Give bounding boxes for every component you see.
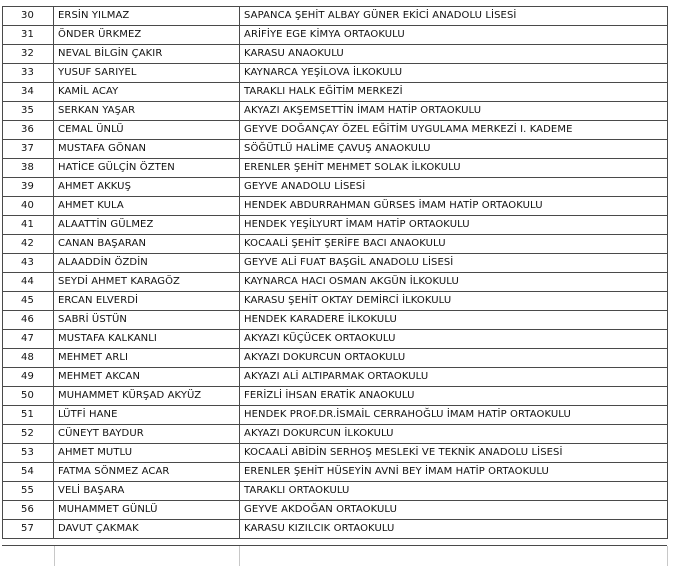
row-number-cell[interactable]: 53 xyxy=(3,444,54,463)
row-number-cell[interactable]: 44 xyxy=(3,273,54,292)
row-number-cell[interactable]: 48 xyxy=(3,349,54,368)
school-name-cell[interactable]: ARİFİYE EGE KİMYA ORTAOKULU xyxy=(240,26,668,45)
row-number-cell[interactable]: 40 xyxy=(3,197,54,216)
row-number-cell[interactable]: 30 xyxy=(3,7,54,26)
row-number-cell[interactable]: 36 xyxy=(3,121,54,140)
table-row xyxy=(3,368,668,387)
school-name-cell[interactable]: GEYVE ANADOLU LİSESİ xyxy=(240,178,668,197)
teacher-name-cell[interactable]: ERCAN ELVERDİ xyxy=(54,292,240,311)
row-number-cell[interactable]: 57 xyxy=(3,520,54,539)
table-row xyxy=(3,178,668,197)
row-number-cell[interactable]: 46 xyxy=(3,311,54,330)
school-name-cell[interactable]: AKYAZI ALİ ALTIPARMAK ORTAOKULU xyxy=(240,368,668,387)
table-row xyxy=(3,254,668,273)
teacher-name-cell[interactable]: VELİ BAŞARA xyxy=(54,482,240,501)
table-row xyxy=(3,463,668,482)
table-row xyxy=(3,520,668,539)
table-row xyxy=(3,311,668,330)
school-name-cell[interactable]: FERİZLİ İHSAN ERATİK ANAOKULU xyxy=(240,387,668,406)
teacher-name-cell[interactable]: ALAADDİN ÖZDİN xyxy=(54,254,240,273)
row-number-cell[interactable]: 38 xyxy=(3,159,54,178)
school-name-cell[interactable]: HENDEK KARADERE İLKOKULU xyxy=(240,311,668,330)
row-number-cell[interactable]: 49 xyxy=(3,368,54,387)
teacher-name-cell[interactable]: SABRİ ÜSTÜN xyxy=(54,311,240,330)
row-number-cell[interactable]: 41 xyxy=(3,216,54,235)
table-row xyxy=(3,121,668,140)
teacher-name-cell[interactable]: CÜNEYT BAYDUR xyxy=(54,425,240,444)
row-number-cell[interactable]: 50 xyxy=(3,387,54,406)
table-row xyxy=(3,216,668,235)
teacher-name-cell[interactable]: NEVAL BİLGİN ÇAKIR xyxy=(54,45,240,64)
school-name-cell[interactable]: KOCAALİ ABİDİN SERHOŞ MESLEKİ VE TEKNİK ANADOLU LİSESİ xyxy=(240,444,668,463)
staff-table xyxy=(2,6,668,539)
grid-line xyxy=(667,546,668,566)
row-number-cell[interactable]: 51 xyxy=(3,406,54,425)
table-row xyxy=(3,292,668,311)
school-name-cell[interactable]: AKYAZI DOKURCUN İLKOKULU xyxy=(240,425,668,444)
teacher-name-cell[interactable]: KAMİL ACAY xyxy=(54,83,240,102)
teacher-name-cell[interactable]: HATİCE GÜLÇİN ÖZTEN xyxy=(54,159,240,178)
teacher-name-cell[interactable]: AHMET KULA xyxy=(54,197,240,216)
row-number-cell[interactable]: 42 xyxy=(3,235,54,254)
row-number-cell[interactable]: 43 xyxy=(3,254,54,273)
table-row xyxy=(3,235,668,254)
row-number-cell[interactable]: 34 xyxy=(3,83,54,102)
school-name-cell[interactable]: ERENLER ŞEHİT HÜSEYİN AVNİ BEY İMAM HATİP ORTAOKULU xyxy=(240,463,668,482)
school-name-cell[interactable]: ERENLER ŞEHİT MEHMET SOLAK İLKOKULU xyxy=(240,159,668,178)
table-row xyxy=(3,102,668,121)
teacher-name-cell[interactable]: AHMET AKKUŞ xyxy=(54,178,240,197)
table-row xyxy=(3,482,668,501)
school-name-cell[interactable]: KARASU ANAOKULU xyxy=(240,45,668,64)
table-row xyxy=(3,159,668,178)
row-number-cell[interactable]: 35 xyxy=(3,102,54,121)
row-number-cell[interactable]: 55 xyxy=(3,482,54,501)
table-row xyxy=(3,387,668,406)
teacher-name-cell[interactable]: MUSTAFA KALKANLI xyxy=(54,330,240,349)
teacher-name-cell[interactable]: SERKAN YAŞAR xyxy=(54,102,240,121)
row-number-cell[interactable]: 31 xyxy=(3,26,54,45)
grid-line xyxy=(54,546,55,566)
school-name-cell[interactable]: GEYVE DOĞANÇAY ÖZEL EĞİTİM UYGULAMA MERKEZİ I. KADEME xyxy=(240,121,668,140)
row-number-cell[interactable]: 32 xyxy=(3,45,54,64)
school-name-cell[interactable]: GEYVE ALİ FUAT BAŞGİL ANADOLU LİSESİ xyxy=(240,254,668,273)
table-row xyxy=(3,273,668,292)
school-name-cell[interactable]: HENDEK YEŞİLYURT İMAM HATİP ORTAOKULU xyxy=(240,216,668,235)
table-row xyxy=(3,406,668,425)
school-name-cell[interactable]: SÖĞÜTLÜ HALİME ÇAVUŞ ANAOKULU xyxy=(240,140,668,159)
table-row xyxy=(3,425,668,444)
table-row xyxy=(3,26,668,45)
row-number-cell[interactable]: 37 xyxy=(3,140,54,159)
teacher-name-cell[interactable]: FATMA SÖNMEZ ACAR xyxy=(54,463,240,482)
school-name-cell[interactable]: KOCAALİ ŞEHİT ŞERİFE BACI ANAOKULU xyxy=(240,235,668,254)
teacher-name-cell[interactable]: MUSTAFA GÖNAN xyxy=(54,140,240,159)
teacher-name-cell[interactable]: MEHMET ARLI xyxy=(54,349,240,368)
row-number-cell[interactable]: 54 xyxy=(3,463,54,482)
row-number-cell[interactable]: 39 xyxy=(3,178,54,197)
table-row xyxy=(3,83,668,102)
teacher-name-cell[interactable]: LÜTFİ HANE xyxy=(54,406,240,425)
grid-line xyxy=(239,546,240,566)
table-row xyxy=(3,501,668,520)
teacher-name-cell[interactable]: YUSUF SARIYEL xyxy=(54,64,240,83)
teacher-name-cell[interactable]: CEMAL ÜNLÜ xyxy=(54,121,240,140)
teacher-name-cell[interactable]: CANAN BAŞARAN xyxy=(54,235,240,254)
teacher-name-cell[interactable]: ÖNDER ÜRKMEZ xyxy=(54,26,240,45)
row-number-cell[interactable]: 56 xyxy=(3,501,54,520)
table-row xyxy=(3,349,668,368)
school-name-cell[interactable]: HENDEK ABDURRAHMAN GÜRSES İMAM HATİP ORTAOKULU xyxy=(240,197,668,216)
table-row xyxy=(3,7,668,26)
row-number-cell[interactable]: 45 xyxy=(3,292,54,311)
school-name-cell[interactable]: AKYAZI AKŞEMSETTİN İMAM HATİP ORTAOKULU xyxy=(240,102,668,121)
teacher-name-cell[interactable]: SEYDİ AHMET KARAGÖZ xyxy=(54,273,240,292)
school-name-cell[interactable]: TARAKLI ORTAOKULU xyxy=(240,482,668,501)
table-row xyxy=(3,64,668,83)
school-name-cell[interactable]: KARASU ŞEHİT OKTAY DEMİRCİ İLKOKULU xyxy=(240,292,668,311)
school-name-cell[interactable]: AKYAZI DOKURCUN ORTAOKULU xyxy=(240,349,668,368)
school-name-cell[interactable]: KARASU KIZILCIK ORTAOKULU xyxy=(240,520,668,539)
teacher-name-cell[interactable]: MUHAMMET KÜRŞAD AKYÜZ xyxy=(54,387,240,406)
teacher-name-cell[interactable]: AHMET MUTLU xyxy=(54,444,240,463)
table-row xyxy=(3,140,668,159)
school-name-cell[interactable]: HENDEK PROF.DR.İSMAİL CERRAHOĞLU İMAM HATİP ORTAOKULU xyxy=(240,406,668,425)
teacher-name-cell[interactable]: MUHAMMET GÜNLÜ xyxy=(54,501,240,520)
teacher-name-cell[interactable]: ALAATTİN GÜLMEZ xyxy=(54,216,240,235)
school-name-cell[interactable]: TARAKLI HALK EĞİTİM MERKEZİ xyxy=(240,83,668,102)
teacher-name-cell[interactable]: MEHMET AKCAN xyxy=(54,368,240,387)
school-name-cell[interactable]: GEYVE AKDOĞAN ORTAOKULU xyxy=(240,501,668,520)
table-row xyxy=(3,197,668,216)
table-row xyxy=(3,330,668,349)
row-number-cell[interactable]: 47 xyxy=(3,330,54,349)
school-name-cell[interactable]: AKYAZI KÜÇÜCEK ORTAOKULU xyxy=(240,330,668,349)
table-body xyxy=(3,7,668,539)
table-row xyxy=(3,444,668,463)
school-name-cell[interactable]: KAYNARCA HACI OSMAN AKGÜN İLKOKULU xyxy=(240,273,668,292)
teacher-name-cell[interactable]: DAVUT ÇAKMAK xyxy=(54,520,240,539)
school-name-cell[interactable]: SAPANCA ŞEHİT ALBAY GÜNER EKİCİ ANADOLU LİSESİ xyxy=(240,7,668,26)
row-number-cell[interactable]: 52 xyxy=(3,425,54,444)
table-bottom-border xyxy=(2,545,667,546)
teacher-name-cell[interactable]: ERSİN YILMAZ xyxy=(54,7,240,26)
table-row xyxy=(3,45,668,64)
school-name-cell[interactable]: KAYNARCA YEŞİLOVA İLKOKULU xyxy=(240,64,668,83)
row-number-cell[interactable]: 33 xyxy=(3,64,54,83)
